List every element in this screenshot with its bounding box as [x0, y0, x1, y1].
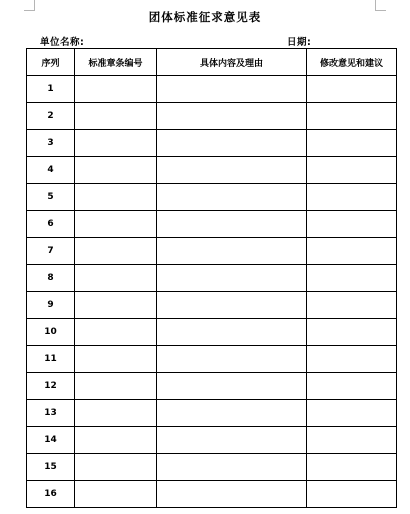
table-row — [27, 130, 397, 157]
content-reason-cell[interactable] — [157, 292, 307, 319]
clause-number-cell[interactable] — [75, 346, 157, 373]
row-serial-cell: 12 — [27, 373, 75, 400]
suggestion-cell[interactable] — [307, 346, 397, 373]
content-reason-cell[interactable] — [157, 346, 307, 373]
clause-number-cell[interactable] — [75, 184, 157, 211]
table-row — [27, 319, 397, 346]
clause-number-cell[interactable] — [75, 319, 157, 346]
table-row — [27, 76, 397, 103]
clause-number-cell[interactable] — [75, 400, 157, 427]
date-label: 日期: — [287, 37, 312, 48]
table-row — [27, 481, 397, 508]
suggestion-cell[interactable] — [307, 427, 397, 454]
row-serial-cell: 3 — [27, 130, 75, 157]
clause-number-cell[interactable] — [75, 103, 157, 130]
suggestion-cell[interactable] — [307, 103, 397, 130]
suggestion-cell[interactable] — [307, 454, 397, 481]
clause-number-cell[interactable] — [75, 157, 157, 184]
suggestion-cell[interactable] — [307, 481, 397, 508]
clause-number-cell[interactable] — [75, 292, 157, 319]
header-content-reason: 具体内容及理由 — [157, 49, 307, 76]
suggestion-cell[interactable] — [307, 292, 397, 319]
clause-number-cell[interactable] — [75, 76, 157, 103]
row-serial-cell: 8 — [27, 265, 75, 292]
clause-number-cell[interactable] — [75, 130, 157, 157]
feedback-table — [26, 48, 397, 508]
clause-number-cell[interactable] — [75, 265, 157, 292]
header-clause-number: 标准章条编号 — [75, 49, 157, 76]
content-reason-cell[interactable] — [157, 184, 307, 211]
clause-number-cell[interactable] — [75, 481, 157, 508]
table-row — [27, 400, 397, 427]
row-serial-cell: 14 — [27, 427, 75, 454]
row-serial-cell: 2 — [27, 103, 75, 130]
table-header-row — [27, 49, 397, 76]
content-reason-cell[interactable] — [157, 130, 307, 157]
clause-number-cell[interactable] — [75, 454, 157, 481]
row-serial-cell: 9 — [27, 292, 75, 319]
content-reason-cell[interactable] — [157, 427, 307, 454]
content-reason-cell[interactable] — [157, 238, 307, 265]
content-reason-cell[interactable] — [157, 265, 307, 292]
row-serial-cell: 16 — [27, 481, 75, 508]
suggestion-cell[interactable] — [307, 130, 397, 157]
suggestion-cell[interactable] — [307, 238, 397, 265]
table-row — [27, 427, 397, 454]
unit-name-label: 单位名称: — [40, 37, 85, 48]
suggestion-cell[interactable] — [307, 184, 397, 211]
content-reason-cell[interactable] — [157, 319, 307, 346]
row-serial-cell: 5 — [27, 184, 75, 211]
table-body — [27, 76, 397, 508]
content-reason-cell[interactable] — [157, 481, 307, 508]
table-row — [27, 346, 397, 373]
suggestion-cell[interactable] — [307, 265, 397, 292]
table-row — [27, 157, 397, 184]
row-serial-cell: 6 — [27, 211, 75, 238]
content-reason-cell[interactable] — [157, 454, 307, 481]
table-row — [27, 184, 397, 211]
header-suggestion: 修改意见和建议 — [307, 49, 397, 76]
content-reason-cell[interactable] — [157, 103, 307, 130]
row-serial-cell: 11 — [27, 346, 75, 373]
table-row — [27, 211, 397, 238]
row-serial-cell: 1 — [27, 76, 75, 103]
row-serial-cell: 13 — [27, 400, 75, 427]
table-row — [27, 265, 397, 292]
table-row — [27, 238, 397, 265]
row-serial-cell: 7 — [27, 238, 75, 265]
content-reason-cell[interactable] — [157, 211, 307, 238]
row-serial-cell: 15 — [27, 454, 75, 481]
clause-number-cell[interactable] — [75, 238, 157, 265]
row-serial-cell: 10 — [27, 319, 75, 346]
clause-number-cell[interactable] — [75, 373, 157, 400]
table-row — [27, 103, 397, 130]
clause-number-cell[interactable] — [75, 211, 157, 238]
clause-number-cell[interactable] — [75, 427, 157, 454]
row-serial-cell: 4 — [27, 157, 75, 184]
suggestion-cell[interactable] — [307, 211, 397, 238]
suggestion-cell[interactable] — [307, 400, 397, 427]
content-reason-cell[interactable] — [157, 400, 307, 427]
table-row — [27, 373, 397, 400]
table-row — [27, 292, 397, 319]
suggestion-cell[interactable] — [307, 76, 397, 103]
document-title: 团体标准征求意见表 — [148, 10, 262, 24]
table-row — [27, 454, 397, 481]
suggestion-cell[interactable] — [307, 157, 397, 184]
content-reason-cell[interactable] — [157, 76, 307, 103]
suggestion-cell[interactable] — [307, 319, 397, 346]
header-serial: 序列 — [27, 49, 75, 76]
suggestion-cell[interactable] — [307, 373, 397, 400]
content-reason-cell[interactable] — [157, 157, 307, 184]
content-reason-cell[interactable] — [157, 373, 307, 400]
